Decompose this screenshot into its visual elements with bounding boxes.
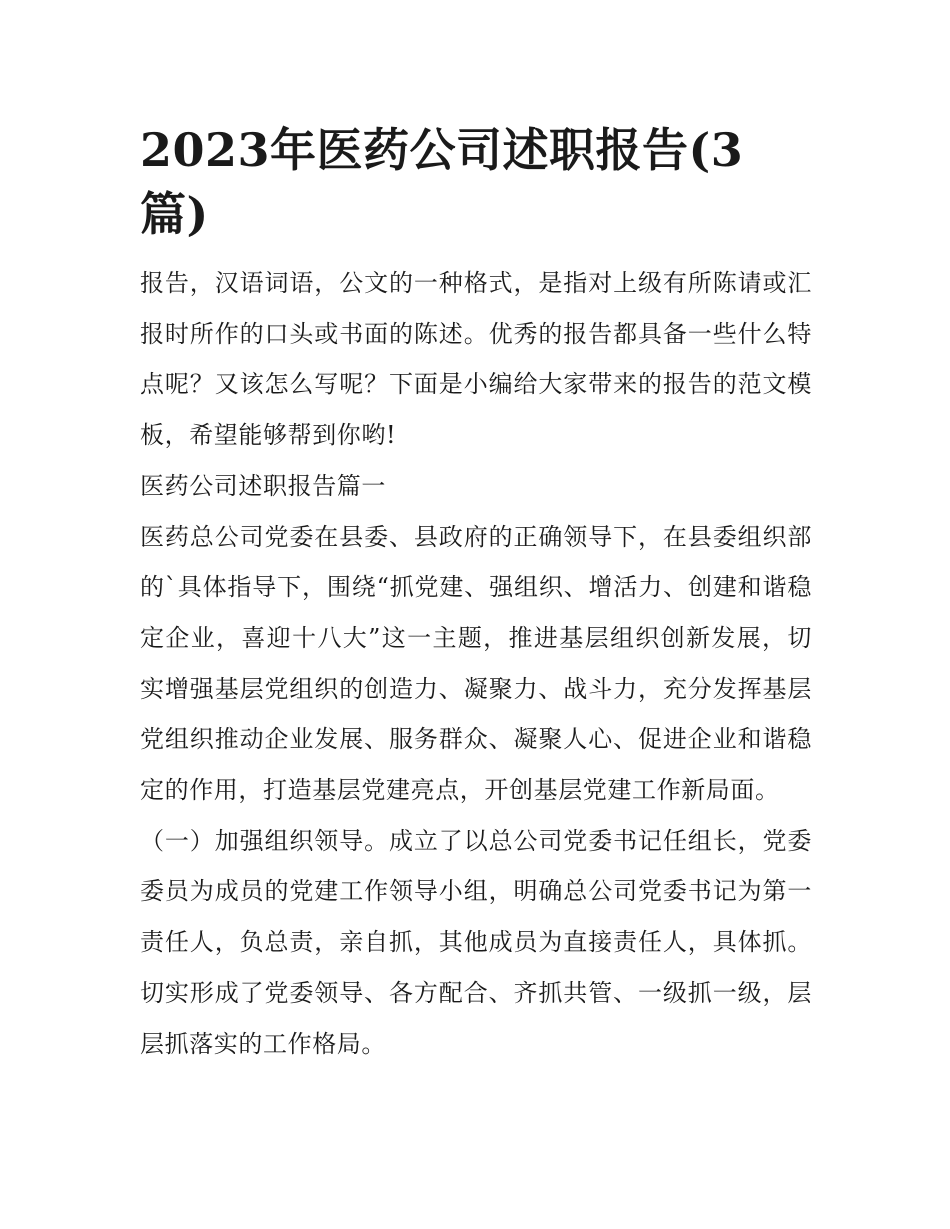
body-paragraph: 医药总公司党委在县委、县政府的正确领导下，在县委组织部的`具体指导下，围绕“抓党建、强组织、增活力、创建和谐稳定企业，喜迎十八大”这一主题，推进基层组织创新发展，切实增强基层党组织的创造力、凝聚力、战斗力，充分发挥基层党组织推动企业发展、服务群众、凝聚人心、促进企业和谐稳定的作用，打造基层党建亮点，开创基层党建工作新局面。 — [140, 522, 812, 805]
document-title: 2023年医药公司述职报告(3篇) — [140, 123, 744, 241]
document-body — [140, 258, 812, 1069]
body-paragraph: （一）加强组织领导。成立了以总公司党委书记任组长，党委委员为成员的党建工作领导小组，明确总公司党委书记为第一责任人，负总责，亲自抓，其他成员为直接责任人，具体抓。切实形成了党委领导、各方配合、齐抓共管、一级抓一级，层层抓落实的工作格局。 — [140, 826, 812, 1058]
intro-paragraph: 报告，汉语词语，公文的一种格式，是指对上级有所陈请或汇报时所作的口头或书面的陈述。优秀的报告都具备一些什么特点呢？又该怎么写呢？下面是小编给大家带来的报告的范文模板，希望能够帮到你哟! — [140, 269, 812, 450]
section-heading: 医药公司述职报告篇一 — [140, 471, 386, 500]
